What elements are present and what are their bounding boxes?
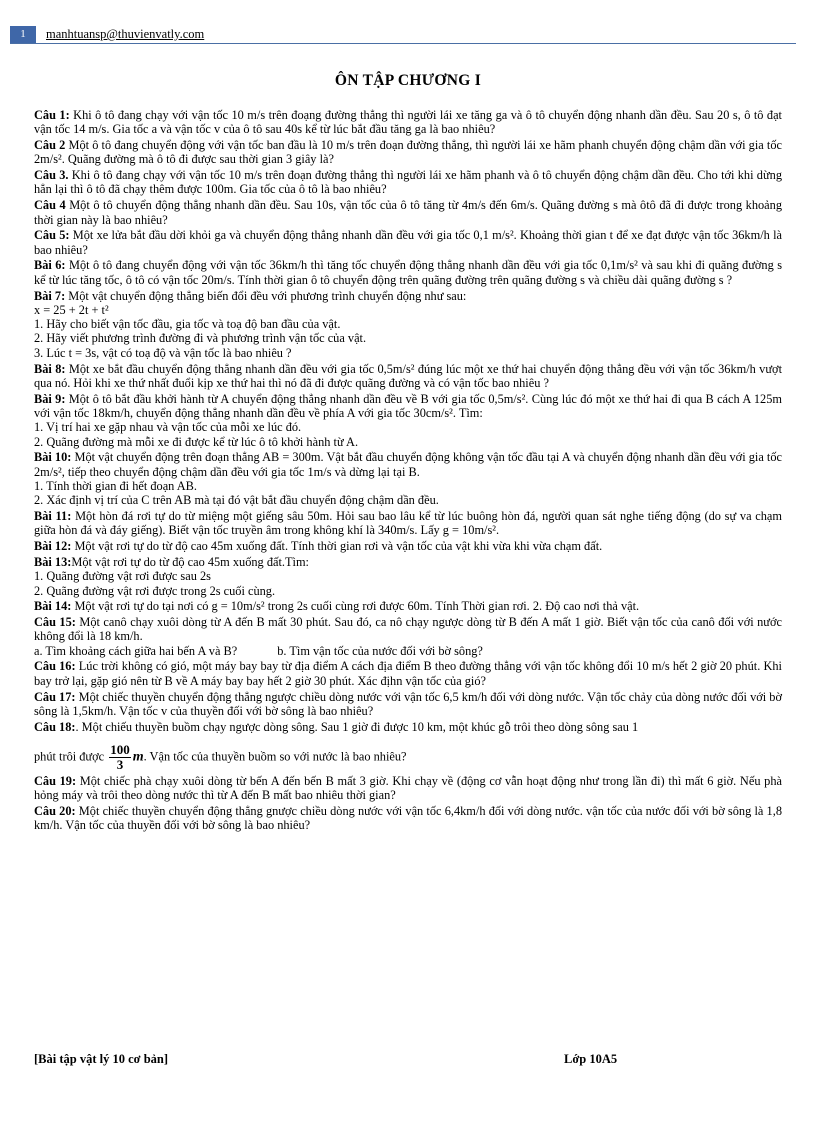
- question-text: Một ô tô đang chuyển động với vận tốc 36km/h thì tăng tốc chuyển động thẳng nhanh dần đều với gia tốc 0,1m/s² và sau khi đi quãng đường s kể từ lúc tăng tốc, ô tô có vận tốc 20m/s. Tính thời gian ô tô chuyển động trên quãng đường trên quãng đường s và chiều dài quãng đường s ?: [34, 258, 783, 287]
- equation-line: x = 25 + 2t + t²: [34, 302, 109, 317]
- question-10: [34, 450, 782, 507]
- sub-item: 1. Tính thời gian đi hết đoạn AB.: [34, 478, 197, 493]
- question-text: Một chiếc thuyền chuyển động thẳng ngược chiều dòng nước với vận tốc 6,5 km/h đối với dòng nước. Vận tốc chảy của dòng nước đối với bờ sông là 1,5km/h. Vận tốc v của thuyền đối với bờ sông là bao nhiêu?: [34, 689, 782, 718]
- question-label: Bài 12:: [34, 539, 72, 554]
- question-text: . Một chiếu thuyền buồm chạy ngược dòng sông. Sau 1 giờ đi được 10 km, một khúc gỗ trôi theo dòng sông sau 1: [75, 720, 639, 735]
- question-text: Một xe bắt đầu chuyển động thẳng nhanh dần đều với gia tốc 0,5m/s² đúng lúc một xe thứ hai chuyển động thẳng đều với vận tốc 36km/h vượt qua nó. Hỏi khi xe thứ nhất đuổi kịp xe thứ hai thì nó đã đi được quãng đường và có vận tốc bao nhiêu ?: [34, 361, 782, 390]
- question-7: [34, 289, 782, 360]
- question-text: Một canô chạy xuôi dòng từ A đến B mất 30 phút. Sau đó, ca nô chạy ngược dòng từ B đến A mất 1 giờ. Biết vận tốc của canô đối với nước không đổi là 18 km/h.: [34, 615, 782, 644]
- question-label: Câu 1:: [34, 108, 70, 122]
- fraction: [109, 743, 131, 772]
- question-text: Một ô tô bắt đầu khởi hành từ A chuyển động thẳng nhanh dần đều về B với gia tốc 0,5m/s². Cùng lúc đó một xe thứ hai đi qua B cách A 125m với vận tốc 18km/h, chuyển động thẳng nhanh dần đều về phía A với gia tốc 30cm/s². Tìm:: [34, 391, 783, 420]
- page-title: ÔN TẬP CHƯƠNG I: [334, 72, 482, 89]
- question-label: Câu 2: [34, 138, 66, 153]
- question-text: Lúc trời không có gió, một máy bay bay từ địa điểm A cách địa điểm B theo đường thẳng với vận tốc không đổi 10 m/s hết 2 giờ 20 phút. Khi bay trở lại, gặp gió nên từ B về A máy bay bay hết 2 giờ 30 phút. Xác địhn vận tốc của gió?: [34, 659, 782, 688]
- question-5: [34, 228, 782, 257]
- question-20: [34, 804, 782, 833]
- question-text: Một ô tô đang chuyển động với vận tốc ban đầu là 10 m/s trên đoạn đường thẳng, thì người lái xe hãm phanh chuyển động chậm dần với gia tốc 2m/s². Quãng đường mà ô tô đi được sau thời gian 3 giây là?: [34, 138, 782, 167]
- question-2: [34, 138, 782, 167]
- question-text: Khi ô tô đang chạy với vận tốc 10 m/s trên đoạng đường thẳng thì người lái xe tăng ga và ô tô chuyển động nhanh dần đều. Sau 20 s, ô tô đạt vận tốc 14 m/s. Gia tốc a và vận tốc v của ô tô sau 40s kể từ lúc bắt đầu tăng ga là bao nhiêu?: [34, 108, 782, 137]
- sub-item: 2. Xác định vị trí của C trên AB mà tại đó vật bắt đầu chuyển động chậm dần đều.: [34, 493, 439, 508]
- question-8: [34, 362, 782, 391]
- question-label: Câu 20:: [34, 804, 76, 819]
- question-text: Một chiếc thuyền chuyển động thẳng gnược chiều dòng nước với vận tốc 6,4km/h đối với dòng nước. vận tốc của nước đối với bờ sông là 1,8 km/h. Vận tốc của thuyền đối với bờ sông là bao nhiêu?: [34, 804, 782, 833]
- question-label: Câu 4: [34, 198, 66, 213]
- question-11: [34, 509, 782, 538]
- question-4: [34, 198, 782, 227]
- question-label: Câu 15:: [34, 615, 76, 630]
- question-label: Câu 3.: [34, 168, 69, 183]
- question-text: Một xe lửa bắt đầu dời khỏi ga và chuyển động thẳng nhanh dần đều với gia tốc 0,1 m/s². Khoảng thời gian t để xe đạt được vận tốc 36km/h là bao nhiêu?: [34, 228, 782, 257]
- question-label: Bài 7:: [34, 288, 66, 303]
- question-label: Bài 6:: [34, 258, 66, 273]
- sub-item: 3. Lúc t = 3s, vật có toạ độ và vận tốc là bao nhiêu ?: [34, 345, 292, 360]
- question-label: Bài 8:: [34, 361, 66, 376]
- question-label: Câu 17:: [34, 689, 76, 704]
- sub-item: 1. Vị trí hai xe gặp nhau và vận tốc của mỗi xe lúc đó.: [34, 420, 302, 435]
- question-text: Một chiếc phà chạy xuôi dòng từ bến A đến bến B mất 3 giờ. Khi chạy về (động cơ vẫn hoạt động như trong lần đi) thì mất 6 giờ. Nếu phà hỏng máy và trôi theo dòng nước thì từ A đến B mất bao nhiêu thời gian?: [34, 773, 782, 803]
- question-label: Bài 10:: [34, 450, 72, 465]
- question-label: Bài 14:: [34, 599, 72, 614]
- document-body: [34, 108, 782, 834]
- question-text-continued: [34, 743, 782, 772]
- page-header: [10, 26, 796, 44]
- sub-item-a: a. Tìm khoảng cách giữa hai bến A và B?: [34, 643, 238, 658]
- question-12: [34, 539, 782, 553]
- sub-item: 2. Hãy viết phương trình đường đi và phương trình vận tốc của vật.: [34, 331, 367, 346]
- text-fragment: phút trôi được: [34, 749, 108, 764]
- question-6: [34, 258, 782, 287]
- question-15: [34, 615, 782, 658]
- question-1: [34, 108, 782, 137]
- footer-book-title: [Bài tập vật lý 10 cơ bản]: [34, 1052, 169, 1066]
- question-text: Một vật rơi tự do từ độ cao 45m xuống đất.Tìm:: [71, 554, 309, 569]
- question-label: Câu 5:: [34, 228, 70, 243]
- question-3: [34, 168, 782, 197]
- sub-item-b: b. Tìm vận tốc của nước đối với bờ sông?: [277, 643, 483, 658]
- fraction-numerator: 100: [110, 742, 130, 758]
- question-text: Một vật rơi tự do tại nơi có g = 10m/s² trong 2s cuối cùng rơi được 60m. Tính Thời gian rơi. 2. Độ cao nơi thả vật.: [71, 599, 640, 614]
- sub-item: 1. Quãng đường vật rơi được sau 2s: [34, 569, 211, 584]
- question-18: [34, 720, 782, 772]
- question-13: [34, 555, 782, 598]
- question-label: Câu 18:: [34, 720, 76, 735]
- question-text: Một vật rơi tự do từ độ cao 45m xuống đất. Tính thời gian rơi và vận tốc của vật khi vừa khi vừa chạm đất.: [71, 539, 603, 554]
- question-label: Bài 11:: [34, 509, 72, 524]
- question-text: Một ô tô chuyển động thẳng nhanh dần đều. Sau 10s, vận tốc của ô tô tăng từ 4m/s đến 6m/s. Quãng đường s mà ôtô đã đi được trong khoảng thời gian này là bao nhiêu?: [34, 198, 783, 227]
- sub-item: 2. Quãng đường mà mỗi xe đi được kể từ lúc ô tô khởi hành từ A.: [34, 434, 359, 449]
- question-16: [34, 659, 782, 688]
- sub-item: 2. Quãng đường vật rơi được trong 2s cuối cùng.: [34, 583, 276, 598]
- sub-items-row: [34, 644, 782, 658]
- text-fragment: . Vận tốc của thuyền buồm so với nước là bao nhiêu?: [143, 749, 407, 764]
- email-link[interactable]: manhtuansp@thuvienvatly.com: [46, 27, 205, 41]
- question-text: Một vật chuyển động trên đoạn thẳng AB = 300m. Vật bắt đầu chuyển động không vận tốc đầu tại A và chuyển động nhanh dần đều với gia tốc 2m/s², tiếp theo chuyển động chậm dần đều với gia tốc 1m/s và dừng lại tại B.: [34, 450, 782, 479]
- question-text: Một hòn đá rơi tự do từ miệng một giếng sâu 50m. Hỏi sau bao lâu kể từ lúc buông hòn đá, người quan sát nghe tiếng động (do sự va chạm giữa hòn đá và đáy giếng). Biết vận tốc truyền âm trong không khí là 340m/s. Lấy g = 10m/s².: [34, 509, 782, 538]
- question-14: [34, 599, 782, 613]
- page-number: 1: [10, 26, 36, 43]
- sub-item: 1. Hãy cho biết vận tốc đầu, gia tốc và toạ độ ban đầu của vật.: [34, 317, 341, 332]
- fraction-denominator: 3: [116, 757, 124, 773]
- question-text: Một vật chuyển động thẳng biến đổi đều với phương trình chuyển động như sau:: [65, 288, 467, 303]
- fraction-unit: m: [132, 749, 144, 765]
- question-label: Bài 9:: [34, 391, 66, 406]
- question-label: Câu 19:: [34, 773, 77, 788]
- question-label: Bài 13:: [34, 554, 72, 569]
- question-text: Khi ô tô đang chạy với vận tốc 10 m/s trên đoạn đường thẳng thì người lái xe hãm phanh và ô tô chuyển động chậm dần đều. Cho tới khi dừng hẳn lại thì ô tô đã chạy thêm được 100m. Gia tốc của ô tô là bao nhiêu?: [34, 168, 782, 197]
- question-label: Câu 16:: [34, 659, 76, 674]
- question-19: [34, 774, 782, 803]
- question-17: [34, 690, 782, 719]
- question-9: [34, 392, 782, 449]
- footer-class: Lớp 10A5: [564, 1052, 618, 1066]
